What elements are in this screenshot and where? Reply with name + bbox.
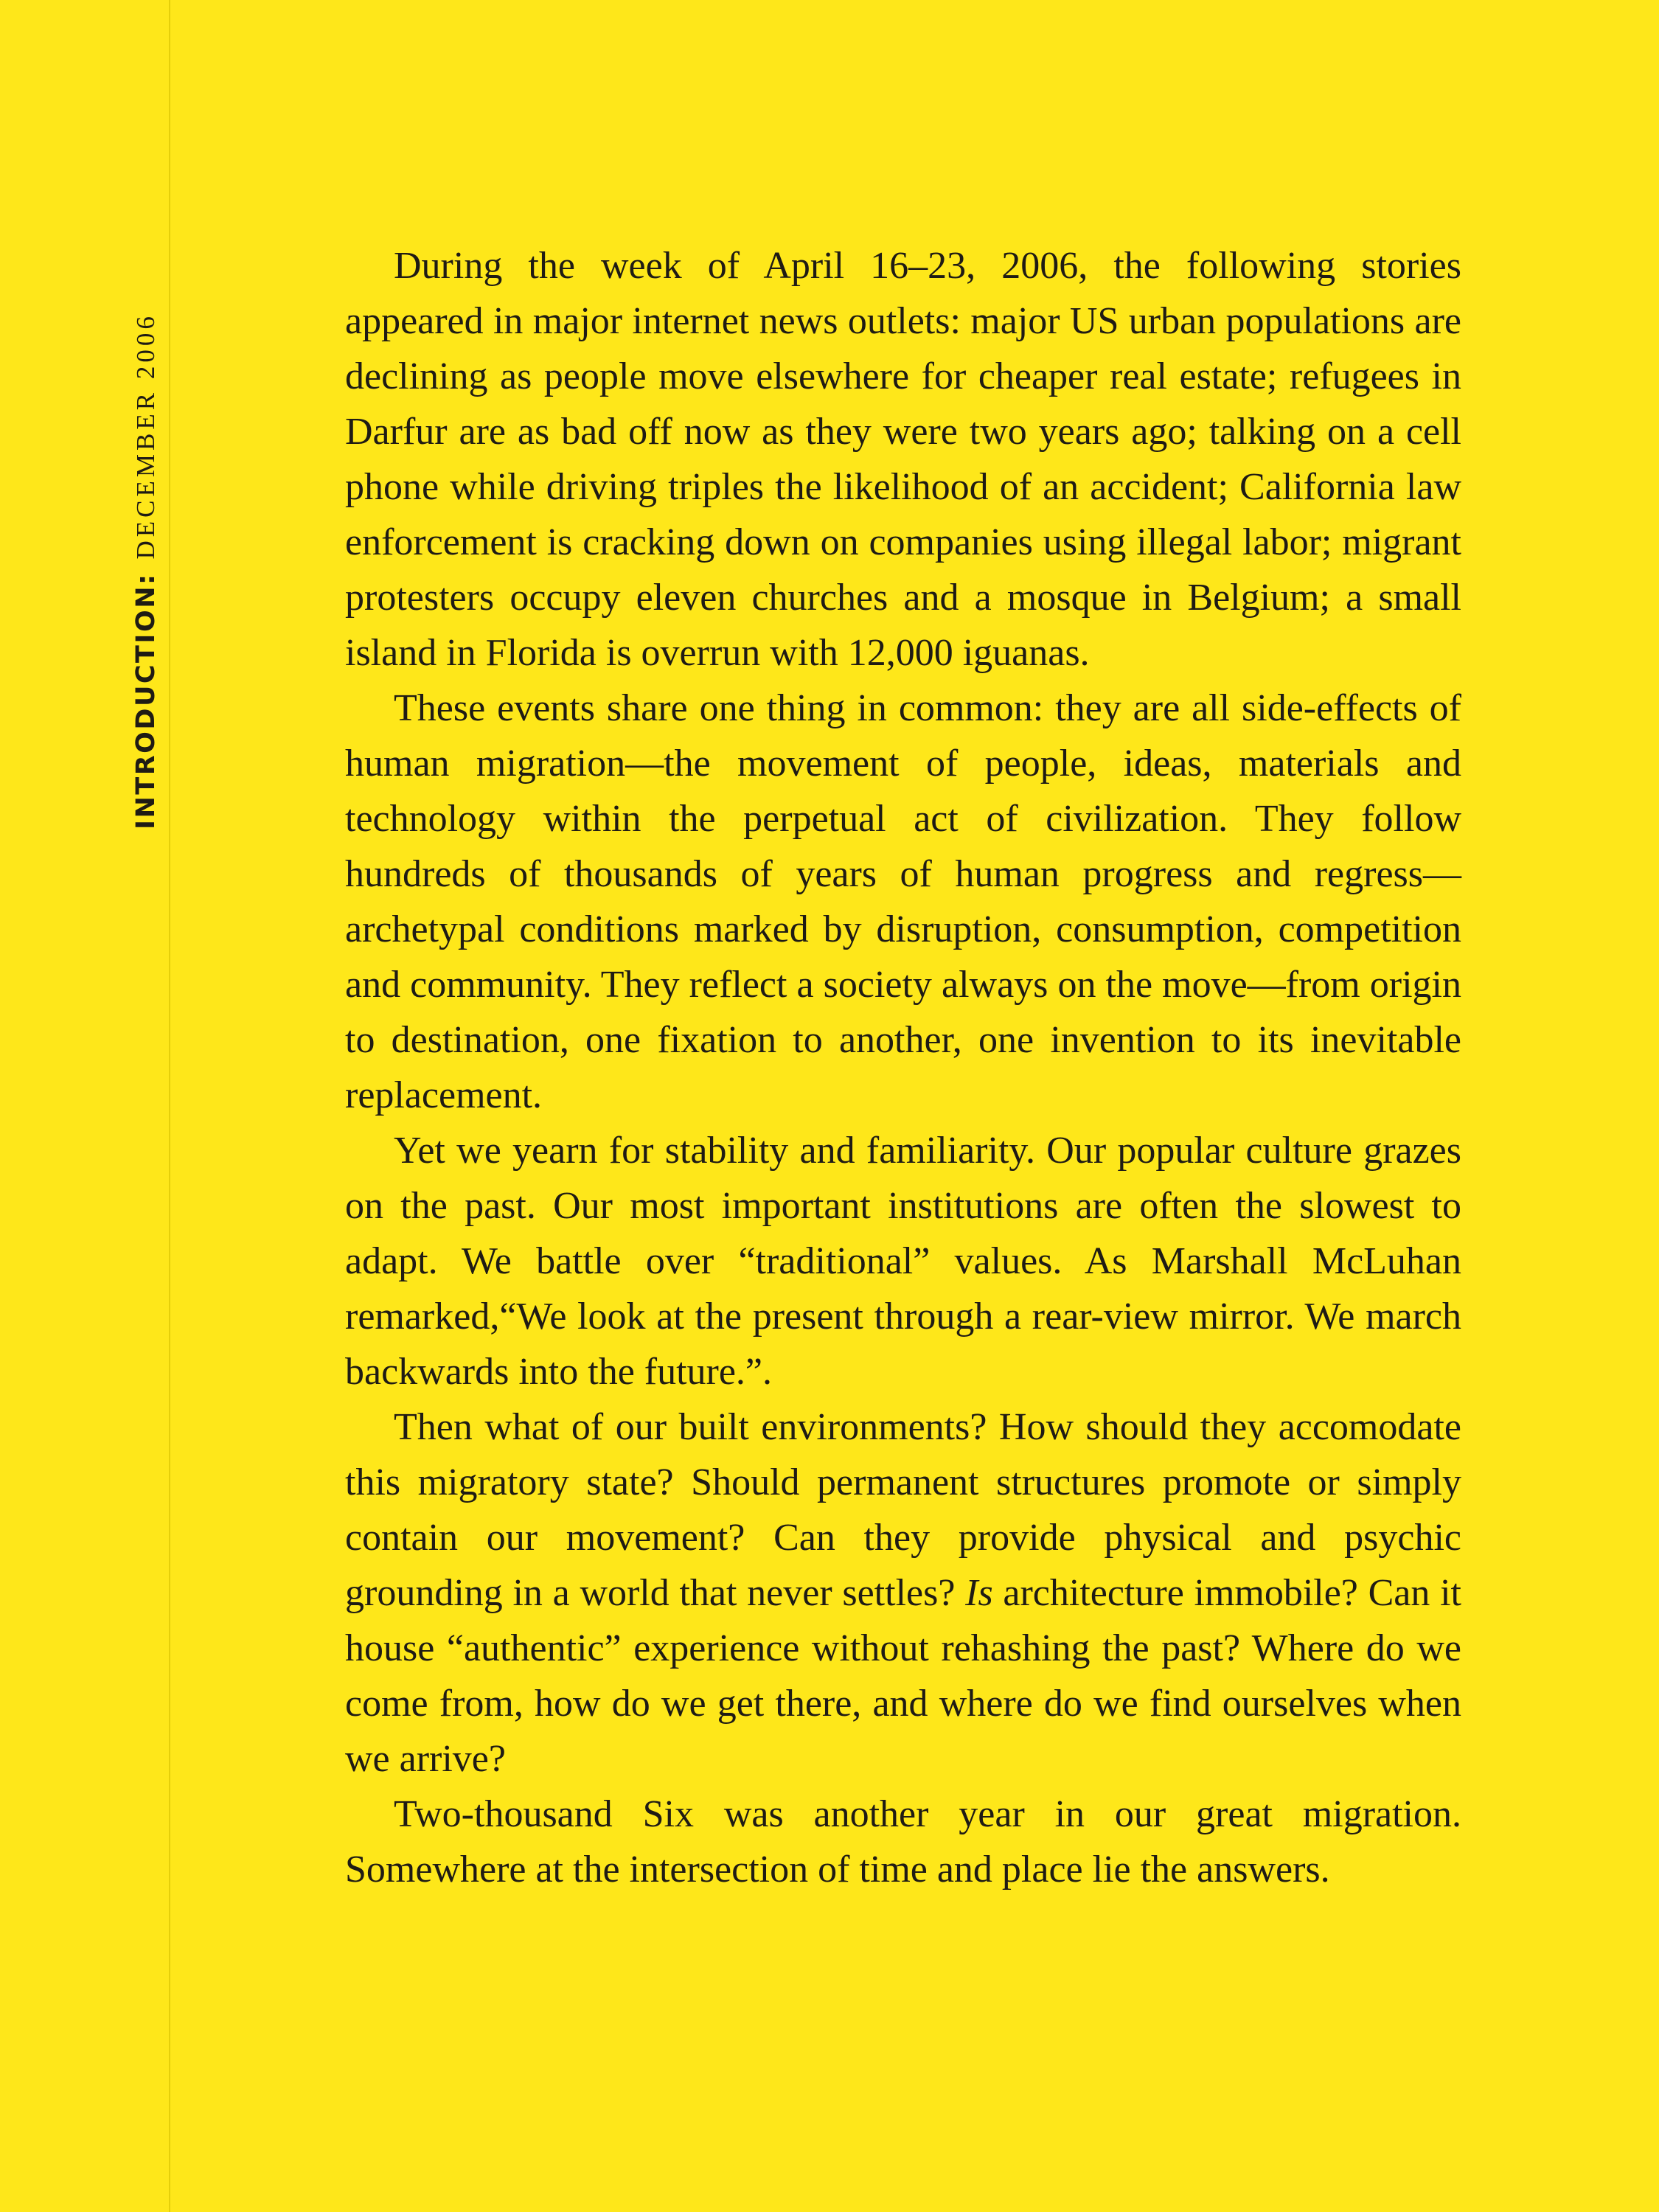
section-label: INTRODUCTION: (131, 572, 161, 830)
article-body (345, 238, 1461, 1897)
paragraph-4-lead: Then what of our built environments? How should they accomodate this migratory state? Should permanent structures promote or simply contain our movement? Can they provide physical and psychic grounding in a world that never settles? (345, 1406, 1461, 1614)
margin-rule (169, 0, 170, 2212)
section-heading (133, 313, 159, 830)
paragraph-4 (345, 1399, 1461, 1787)
paragraph-2: These events share one thing in common: they are all side-effects of human migration—the movement of people, ideas, materials and technology within the perpetual act of civilization. They follow hundreds of thousands of years of human progress and regress—archetypal conditions marked by disruption, consumption, competition and community. They reflect a society always on the move—from origin to destination, one fixation to another, one invention to its inevitable replacement. (345, 687, 1461, 1116)
section-date: DECEMBER 2006 (131, 313, 160, 560)
paragraph-1: During the week of April 16–23, 2006, the following stories appeared in major internet news outlets: major US urban populations are declining as people move elsewhere for cheaper real estate; refugees in Darfur are as bad off now as they were two years ago; talking on a cell phone while driving triples the likelihood of an accident; California law enforcement is cracking down on companies using illegal labor; migrant protesters occupy eleven churches and a mosque in Belgium; a small island in Florida is overrun with 12,000 iguanas. (345, 245, 1461, 674)
paragraph-3: Yet we yearn for stability and familiarity. Our popular culture grazes on the past. Our most important institutions are often the slowest to adapt. We battle over “traditional” values. As Marshall McLuhan remarked,“We look at the present through a rear-view mirror. We march backwards into the future.”. (345, 1130, 1461, 1393)
paragraph-5: Two-thousand Six was another year in our great migration. Somewhere at the intersection of time and place lie the answers. (345, 1793, 1461, 1891)
paragraph-4-rest: architecture immobile? Can it house “authentic” experience without rehashing the past? Where do we come from, how do we get there, and where do we find ourselves when we arrive? (345, 1572, 1461, 1780)
paragraph-4-italic: Is (965, 1572, 993, 1614)
